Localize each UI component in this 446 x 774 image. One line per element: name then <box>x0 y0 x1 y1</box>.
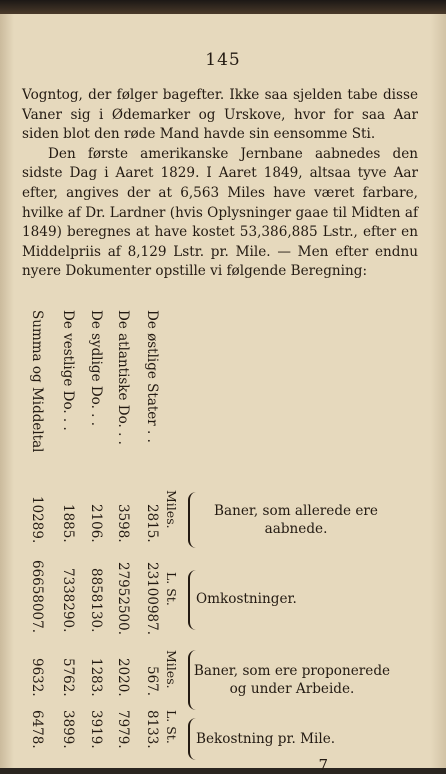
column-header-miles-proposed: Miles. <box>164 650 179 689</box>
cell-miles-proposed: 2020. <box>115 658 131 697</box>
group-label-open: Baner, som allerede ere aabnede. <box>214 503 378 537</box>
paragraph-1: Vogntog, der følger bagefter. Ikke saa sjelden tabe disse Vaner sig i Ødemarker og Urskove, hvor for saa Aar siden blot den røde Mand havde sin eensomme Sti. <box>22 87 418 143</box>
group-label-per-mile: Bekostning pr. Mile. <box>196 731 336 747</box>
row-label: De østlige Stater . . <box>144 310 160 443</box>
group-label-cost: Omkostninger. <box>196 591 297 607</box>
row-label: De atlantiske Do. . . <box>115 310 131 445</box>
cell-cost-per-mile: 3899. <box>60 710 76 749</box>
cell-cost: 23100987. <box>144 562 160 636</box>
column-header-lst: L. St. <box>164 572 179 606</box>
row-label: De sydlige Do. . . <box>88 310 104 427</box>
body-text <box>22 86 418 282</box>
row-label: De vestlige Do. . . <box>60 310 76 431</box>
column-header-miles: Miles. <box>164 490 179 529</box>
cell-miles-proposed: 1283. <box>88 658 104 697</box>
row-label: Summa og Middeltal <box>29 310 45 453</box>
cell-miles-open: 2815. <box>144 504 160 543</box>
signature-number: 7 <box>318 756 328 774</box>
cell-cost-per-mile: 3919. <box>88 710 104 749</box>
cell-miles-proposed: 567. <box>144 666 160 697</box>
cell-cost-per-mile: 7979. <box>115 710 131 749</box>
cell-cost: 27952500. <box>115 562 131 636</box>
cell-miles-open: 10289. <box>29 496 45 544</box>
column-header-lst-per-mile: L. St. <box>164 710 179 744</box>
cell-cost: 66658007. <box>29 560 45 634</box>
cell-cost: 8858130. <box>88 568 104 633</box>
page-number: 145 <box>205 50 241 70</box>
cell-miles-proposed: 5762. <box>60 658 76 697</box>
book-top-edge <box>0 0 446 14</box>
cell-miles-proposed: 9632. <box>29 658 45 697</box>
cell-cost-per-mile: 6478. <box>29 710 45 749</box>
cell-cost-per-mile: 8133. <box>144 710 160 749</box>
paragraph-2: Den første amerikanske Jernbane aabnedes den sidste Dag i Aaret 1829. I Aaret 1849, altsaa tyve Aar efter, angives der at 6,563 Miles have været farbare, hvilke af Dr. Lardner (hvis Oplysninger gaae til Midten af 1849) beregnes at have kostet 53,386,885 Lstr., efter en Middelpriis af 8,129 Lstr. pr. Mile. — Men efter endnu nyere Dokumenter opstille vi følgende Beregning: <box>22 145 418 280</box>
cell-cost: 7338290. <box>60 568 76 633</box>
book-page <box>0 14 446 774</box>
group-label-proposed: Baner, som ere proponerede og under Arbeide. <box>193 663 391 697</box>
cell-miles-open: 1885. <box>60 504 76 543</box>
cell-miles-open: 2106. <box>88 504 104 543</box>
cell-miles-open: 3598. <box>115 504 131 543</box>
